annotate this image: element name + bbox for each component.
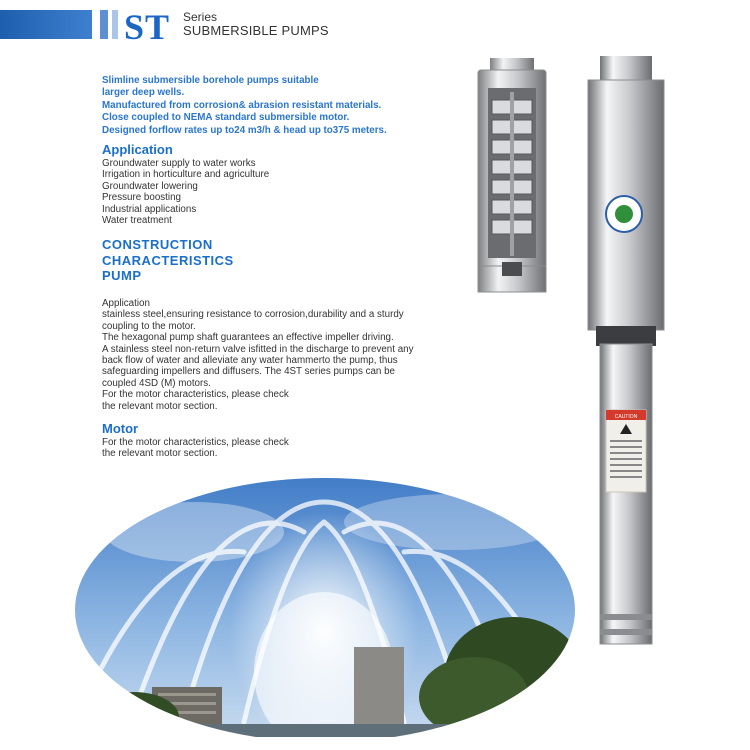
heading-line: CONSTRUCTION xyxy=(102,237,213,252)
series-logo: ST xyxy=(124,7,171,47)
list-item: Groundwater lowering xyxy=(102,180,198,192)
body-line: coupled 4SD (M) motors. xyxy=(102,377,211,389)
body-line: Application xyxy=(102,298,150,309)
intro-line: Designed forflow rates up to24 m3/h & head up to375 meters. xyxy=(102,124,387,136)
body-line: A stainless steel non-return valve isfitted in the discharge to prevent any xyxy=(102,343,414,355)
page-title: SUBMERSIBLE PUMPS xyxy=(183,23,329,38)
body-line: the relevant motor section. xyxy=(102,400,218,412)
body-line: stainless steel,ensuring resistance to corrosion,durability and a sturdy xyxy=(102,309,404,321)
body-line: the relevant motor section. xyxy=(102,448,218,460)
series-label: Series xyxy=(183,10,218,24)
construction-heading xyxy=(102,237,234,284)
header-bar-stripe xyxy=(112,10,118,39)
list-item: Groundwater supply to water works xyxy=(102,158,256,169)
body-line: back flow of water and alleviate any water hammerto the pump, thus xyxy=(102,355,398,367)
body-line: coupling to the motor. xyxy=(102,320,196,332)
intro-line: Slimline submersible borehole pumps suitable xyxy=(102,75,319,86)
heading-line: CHARACTERISTICS xyxy=(102,252,234,268)
header-bar-stripe xyxy=(100,10,108,39)
caution-label-text: CAUTION xyxy=(614,414,638,420)
intro-text xyxy=(102,75,462,137)
intro-line: Close coupled to NEMA standard submersible motor. xyxy=(102,112,350,124)
body-line: safeguarding impellers and diffusers. The 4ST series pumps can be xyxy=(102,366,395,378)
intro-line: larger deep wells. xyxy=(102,87,185,99)
list-item: Pressure boosting xyxy=(102,192,181,204)
intro-line: Manufactured from corrosion& abrasion resistant materials. xyxy=(102,99,382,111)
construction-body xyxy=(102,298,452,412)
application-list xyxy=(102,158,269,226)
body-line: For the motor characteristics, please check xyxy=(102,437,289,448)
caution-label xyxy=(606,410,646,492)
pump-cutaway-photo xyxy=(474,56,550,300)
body-line: For the motor characteristics, please check xyxy=(102,389,289,401)
motor-heading: Motor xyxy=(102,421,139,436)
list-item: Irrigation in horticulture and agriculture xyxy=(102,169,270,181)
list-item: Industrial applications xyxy=(102,203,197,215)
pump-full-photo xyxy=(584,54,668,648)
header-bar xyxy=(0,10,92,39)
list-item: Water treatment xyxy=(102,215,172,227)
body-line: The hexagonal pump shaft guarantees an effective impeller driving. xyxy=(102,332,394,344)
application-heading: Application xyxy=(102,142,173,157)
motor-body xyxy=(102,437,289,460)
heading-line: PUMP xyxy=(102,268,142,283)
fountain-photo xyxy=(74,462,576,737)
